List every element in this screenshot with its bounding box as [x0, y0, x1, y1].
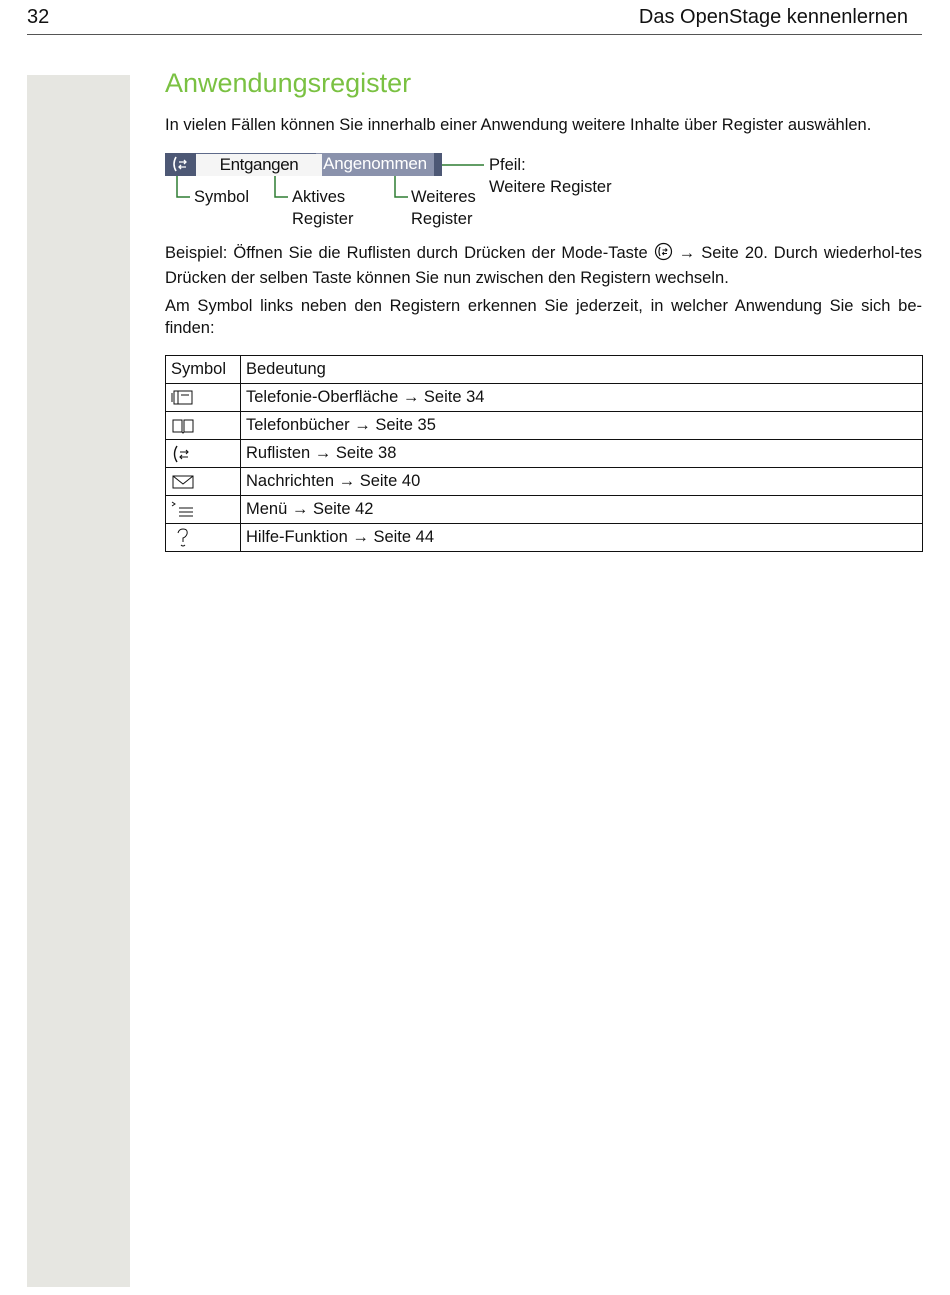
menu-icon [166, 496, 241, 524]
call-lists-icon [166, 440, 241, 468]
table-row [166, 496, 923, 524]
callout-active-line1: Aktives [292, 188, 346, 206]
callout-active-line2: Register [292, 210, 354, 228]
running-title: Das OpenStage kennenlernen [638, 6, 908, 28]
table-row [166, 412, 923, 440]
row-meaning: Nachrichten → Seite 40 [241, 468, 923, 496]
table-row [166, 384, 923, 412]
example-text-start: Beispiel: Öffnen Sie die Ruflisten durch Drücken der Mode-Taste [165, 244, 654, 262]
symbol-note-paragraph: Am Symbol links neben den Registern erkennen Sie jederzeit, in welcher Anwendung Sie sich be-finden: [165, 297, 922, 337]
section-title: Anwendungsregister [165, 68, 412, 98]
help-icon [166, 524, 241, 552]
callout-symbol: Symbol [194, 188, 250, 206]
page-number: 32 [27, 6, 50, 28]
row-meaning: Telefonie-Oberfläche → Seite 34 [241, 384, 923, 412]
row-meaning: Hilfe-Funktion → Seite 44 [241, 524, 923, 552]
row-meaning: Ruflisten → Seite 38 [241, 440, 923, 468]
table-header-row [166, 356, 923, 384]
callout-further-line1: Weiteres [411, 188, 476, 206]
table-row [166, 468, 923, 496]
row-meaning: Telefonbücher → Seite 35 [241, 412, 923, 440]
mode-key-icon [654, 242, 673, 267]
telephony-ui-icon [166, 384, 241, 412]
row-meaning: Menü → Seite 42 [241, 496, 923, 524]
example-text-end: → Seite 20. Durch wiederhol-tes Drücken der selben Taste können Sie nun zwischen den Registern wechseln. [165, 244, 922, 287]
left-margin-band [27, 75, 130, 1287]
symbol-table [165, 355, 923, 552]
tab-further-register: Angenommen [316, 153, 434, 176]
header-symbol: Symbol [166, 356, 241, 384]
example-paragraph [165, 242, 922, 289]
tab-active-register: Entgangen [196, 154, 322, 176]
messages-icon [166, 468, 241, 496]
table-row [166, 524, 923, 552]
callout-arrow-line1: Pfeil: [489, 156, 526, 174]
header-meaning: Bedeutung [241, 356, 923, 384]
intro-paragraph: In vielen Fällen können Sie innerhalb einer Anwendung weitere Inhalte über Register auswählen. [165, 116, 872, 134]
callout-arrow-line2: Weitere Register [489, 178, 612, 196]
table-row [166, 440, 923, 468]
callout-further-line2: Register [411, 210, 473, 228]
phonebook-icon [166, 412, 241, 440]
